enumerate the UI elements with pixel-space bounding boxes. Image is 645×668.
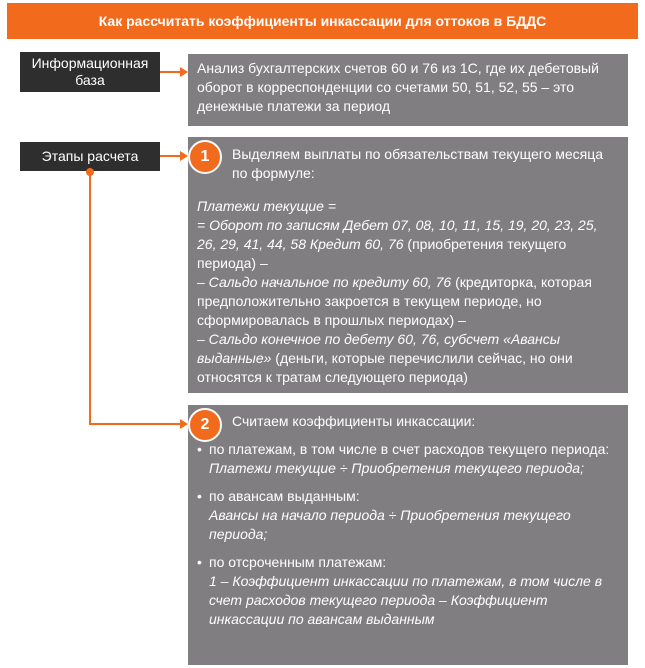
step1-box [188,137,628,393]
bullet-text: по авансам выданным: [209,488,360,504]
formula-line-3-note: (деньги, которые перечислили сейчас, но они относятся к тратам следующего периода) [197,350,573,385]
formula-line-2-italic: – Сальдо начальное по кредиту 60, 76 [197,274,452,290]
bullet-formula: Авансы на начало периода ÷ Приобретения текущего периода; [209,507,571,542]
formula-line-1 [197,216,618,273]
formula-title: Платежи текущие = [197,198,337,214]
bullet-icon: • [197,441,202,457]
bullet-formula: 1 – Коэффициент инкассации по платежам, в том числе в счет расходов текущего периода – Коэффициент инкассации по авансам выданным [209,573,603,627]
info-text: Анализ бухгалтерских счетов 60 и 76 из 1С, где их дебетовый оборот в корреспонденции со счетами 50, 51, 52, 55 – это денежные платежи за период [197,60,599,114]
steps-label: Этапы расчета [20,142,160,171]
step1-heading: Выделяем выплаты по обязательствам текущего месяца по формуле: [232,146,604,181]
arrowhead-icon [180,67,188,77]
arrowhead-icon [180,419,188,429]
bullet-icon: • [197,488,202,504]
bullet-text: по отсроченным платежам: [209,554,387,570]
info-base-label: Информационная база [20,52,160,92]
formula-line-2 [197,273,618,330]
bullet-formula: Платежи текущие ÷ Приобретения текущего периода; [209,460,584,476]
formula-line-3-italic: – Сальдо конечное по дебету 60, 76, субсчет «Авансы выданные» [197,331,561,366]
step2-number-badge: 2 [188,408,222,442]
arrowhead-icon [180,151,188,161]
step2-box [188,405,628,665]
formula-line-3 [197,330,618,387]
formula-line-1-italic: = Оборот по записям Дебет 07, 08, 10, 11, 15, 19, 20, 23, 25, 26, 29, 41, 44, 58 Кредит 60, 76 [197,217,598,252]
step2-heading: Считаем коэффициенты инкассации: [232,413,476,429]
step2-arrow-line [90,171,182,424]
list-item [197,553,618,629]
step1-number-badge: 1 [188,140,222,174]
bullet-text: по платежам, в том числе в счет расходов текущего периода: [209,441,610,457]
info-base-box [188,54,628,126]
page-title: Как рассчитать коэффициенты инкассации для оттоков в БДДС [7,3,638,39]
formula-line-2-note: (кредиторка, которая предположительно закроется в текущем периоде, но сформировалась в прошлых периодах) – [197,274,592,328]
bullet-icon: • [197,554,202,570]
formula-line-1-note: (приобретения текущего периода) – [197,236,567,271]
list-item [197,487,618,544]
list-item [197,440,618,478]
connector-dot-icon [86,168,94,176]
